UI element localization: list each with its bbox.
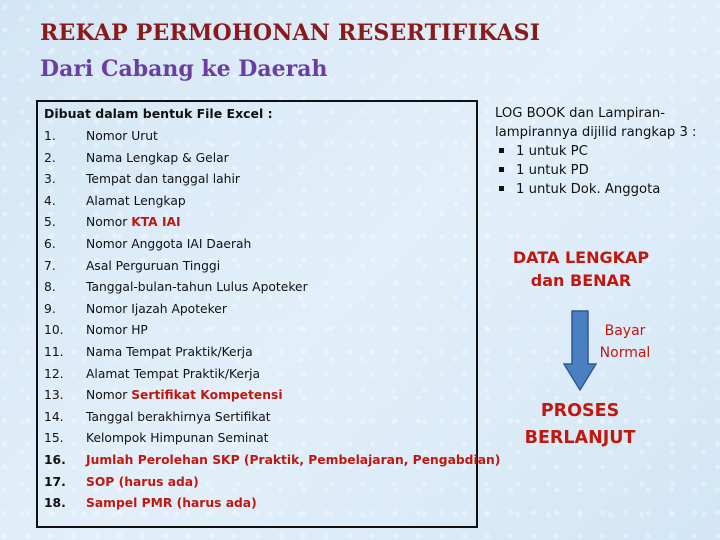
bayar-normal-label (590, 320, 660, 364)
list-item: 12. Alamat Tempat Praktik/Kerja (44, 366, 261, 381)
page-title: REKAP PERMOHONAN RESERTIFIKASI (40, 20, 541, 46)
list-item: 6. Nomor Anggota IAI Daerah (44, 236, 252, 251)
box-heading: Dibuat dalam bentuk File Excel : (44, 106, 273, 121)
list-item: 7. Asal Perguruan Tinggi (44, 258, 221, 273)
list-item: 17. SOP (harus ada) (44, 474, 199, 489)
list-item: 11. Nama Tempat Praktik/Kerja (44, 344, 253, 359)
list-item: 1 untuk Dok. Anggota (495, 180, 705, 199)
proses-line-1: PROSES (540, 401, 620, 421)
list-item: 5. Nomor KTA IAI (44, 215, 181, 230)
list-item: 1 untuk PD (495, 161, 705, 180)
bayar-line-1: Bayar (604, 323, 646, 339)
square-bullet-icon (499, 167, 504, 172)
requirements-list (44, 126, 500, 515)
page-subtitle: Dari Cabang ke Daerah (40, 56, 328, 82)
proses-line-2: BERLANJUT (524, 428, 636, 448)
logbook-line-1: LOG BOOK dan Lampiran- (495, 106, 666, 121)
list-item: 2. Nama Lengkap & Gelar (44, 150, 229, 165)
list-item: 3. Tempat dan tanggal lahir (44, 172, 240, 187)
data-lengkap-label (500, 246, 662, 292)
data-lengkap-line-1: DATA LENGKAP (512, 248, 650, 267)
list-item: 1 untuk PC (495, 142, 705, 161)
list-item: 15. Kelompok Himpunan Seminat (44, 431, 269, 446)
bayar-line-2: Normal (599, 345, 651, 361)
list-item: 1. Nomor Urut (44, 129, 158, 143)
data-lengkap-line-2: dan BENAR (530, 271, 632, 290)
list-item: 18. Sampel PMR (harus ada) (44, 496, 257, 511)
list-item: 14. Tanggal berakhirnya Sertifikat (44, 409, 271, 424)
highlight-text: Sertifikat Kompetensi (131, 388, 283, 403)
list-item: 13. Nomor Sertifikat Kompetensi (44, 388, 283, 403)
logbook-text (495, 104, 705, 199)
list-item: 9. Nomor Ijazah Apoteker (44, 301, 227, 316)
list-item: 16. Jumlah Perolehan SKP (Praktik, Pembelajaran, Pengabdian) (44, 452, 501, 467)
list-item: 8. Tanggal-bulan-tahun Lulus Apoteker (44, 280, 308, 295)
list-item: 4. Alamat Lengkap (44, 193, 186, 208)
proses-berlanjut-label (505, 398, 655, 452)
list-item: 10. Nomor HP (44, 323, 148, 338)
highlight-text: KTA IAI (131, 215, 181, 230)
logbook-line-2: lampirannya dijilid rangkap 3 : (495, 125, 697, 140)
excel-requirements-box (36, 100, 501, 528)
square-bullet-icon (499, 186, 504, 191)
logbook-bullets (495, 142, 705, 199)
square-bullet-icon (499, 148, 504, 153)
